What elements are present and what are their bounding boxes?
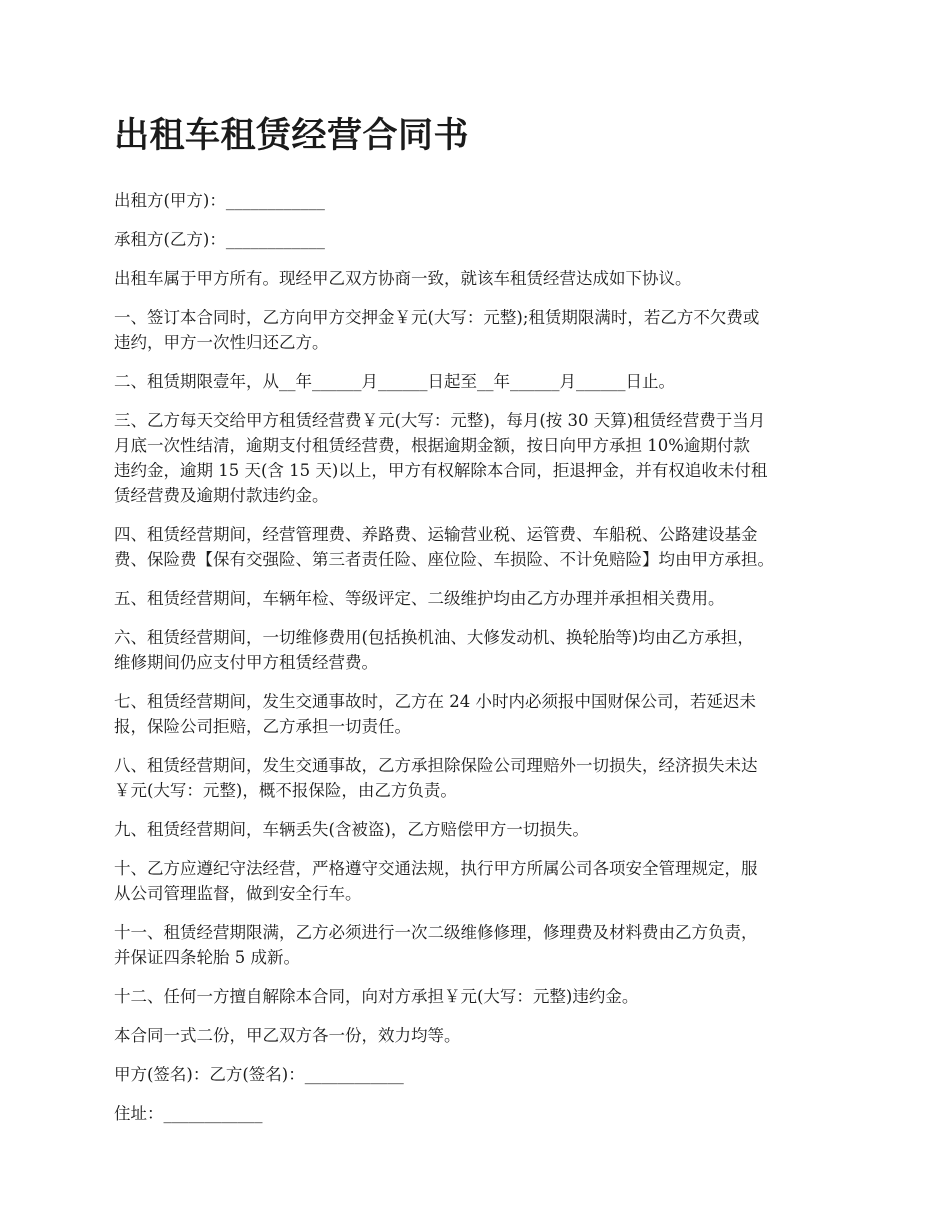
paragraph-line: 二、租赁期限壹年，从__年______月______日起至__年______月______日止。 <box>114 372 675 391</box>
paragraph-line: 从公司管理监督，做到安全行车。 <box>114 884 362 903</box>
paragraph-line: 四、租赁经营期间，经营管理费、养路费、运输营业税、运管费、车船税、公路建设基金 <box>114 525 758 544</box>
paragraph <box>114 188 854 213</box>
paragraph-line: 十二、任何一方擅自解除本合同，向对方承担￥元(大写：元整)违约金。 <box>114 987 639 1006</box>
paragraph-line: 七、租赁经营期间，发生交通事故时，乙方在 24 小时内必须报中国财保公司，若延迟未 <box>114 692 756 711</box>
paragraph <box>114 266 854 291</box>
paragraph <box>114 586 854 611</box>
paragraph-line: 六、租赁经营期间，一切维修费用(包括换机油、大修发动机、换轮胎等)均由乙方承担， <box>114 628 754 647</box>
paragraph <box>114 689 854 739</box>
paragraph-line: 违约，甲方一次性归还乙方。 <box>114 333 329 352</box>
paragraph-line: 承租方(乙方)：____________ <box>114 230 325 249</box>
paragraph <box>114 625 854 675</box>
paragraph <box>114 369 854 394</box>
paragraph <box>114 856 854 906</box>
document-body <box>114 112 854 1140</box>
paragraph <box>114 753 854 803</box>
paragraph-line: 出租车属于甲方所有。现经甲乙双方协商一致，就该车租赁经营达成如下协议。 <box>114 269 692 288</box>
paragraph-line: 五、租赁经营期间，车辆年检、等级评定、二级维护均由乙方办理并承担相关费用。 <box>114 589 725 608</box>
paragraph-line: 十、乙方应遵纪守法经营，严格遵守交通法规，执行甲方所属公司各项安全管理规定，服 <box>114 859 758 878</box>
paragraph-line: 月底一次性结清，逾期支付租赁经营费，根据逾期金额，按日向甲方承担 10%逾期付款 <box>114 436 750 455</box>
paragraph <box>114 984 854 1009</box>
paragraph <box>114 920 854 970</box>
paragraph-line: 住址：____________ <box>114 1104 263 1123</box>
paragraph-list <box>114 188 854 1126</box>
paragraph <box>114 227 854 252</box>
paragraph-line: 并保证四条轮胎 5 成新。 <box>114 948 300 967</box>
paragraph-line: 费、保险费【保有交强险、第三者责任险、座位险、车损险、不计免赔险】均由甲方承担。 <box>114 550 774 569</box>
paragraph <box>114 408 854 508</box>
paragraph <box>114 1023 854 1048</box>
paragraph-line: 报，保险公司拒赔，乙方承担一切责任。 <box>114 717 411 736</box>
paragraph-line: 违约金，逾期 15 天(含 15 天)以上，甲方有权解除本合同，拒退押金，并有权追收未付租 <box>114 461 768 480</box>
paragraph <box>114 522 854 572</box>
paragraph <box>114 305 854 355</box>
paragraph-line: 本合同一式二份，甲乙双方各一份，效力均等。 <box>114 1026 461 1045</box>
paragraph-line: 八、租赁经营期间，发生交通事故，乙方承担除保险公司理赔外一切损失，经济损失未达 <box>114 756 758 775</box>
paragraph-line: 赁经营费及逾期付款违约金。 <box>114 486 329 505</box>
paragraph-line: 三、乙方每天交给甲方租赁经营费￥元(大写：元整)，每月(按 30 天算)租赁经营费于当月 <box>114 411 766 430</box>
paragraph-line: 甲方(签名)：乙方(签名)：____________ <box>114 1065 404 1084</box>
document-title: 出租车租赁经营合同书 <box>114 116 470 156</box>
paragraph-line: 一、签订本合同时，乙方向甲方交押金￥元(大写：元整);租赁期限满时，若乙方不欠费或 <box>114 308 760 327</box>
paragraph-line: 出租方(甲方)：____________ <box>114 191 325 210</box>
paragraph <box>114 817 854 842</box>
paragraph-line: 十一、租赁经营期限满，乙方必须进行一次二级维修修理，修理费及材料费由乙方负责， <box>114 923 758 942</box>
paragraph-line: 维修期间仍应支付甲方租赁经营费。 <box>114 653 378 672</box>
paragraph-line: ￥元(大写：元整)，概不报保险，由乙方负责。 <box>114 781 457 800</box>
paragraph <box>114 1062 854 1087</box>
paragraph <box>114 1101 854 1126</box>
paragraph-line: 九、租赁经营期间，车辆丢失(含被盗)，乙方赔偿甲方一切损失。 <box>114 820 589 839</box>
